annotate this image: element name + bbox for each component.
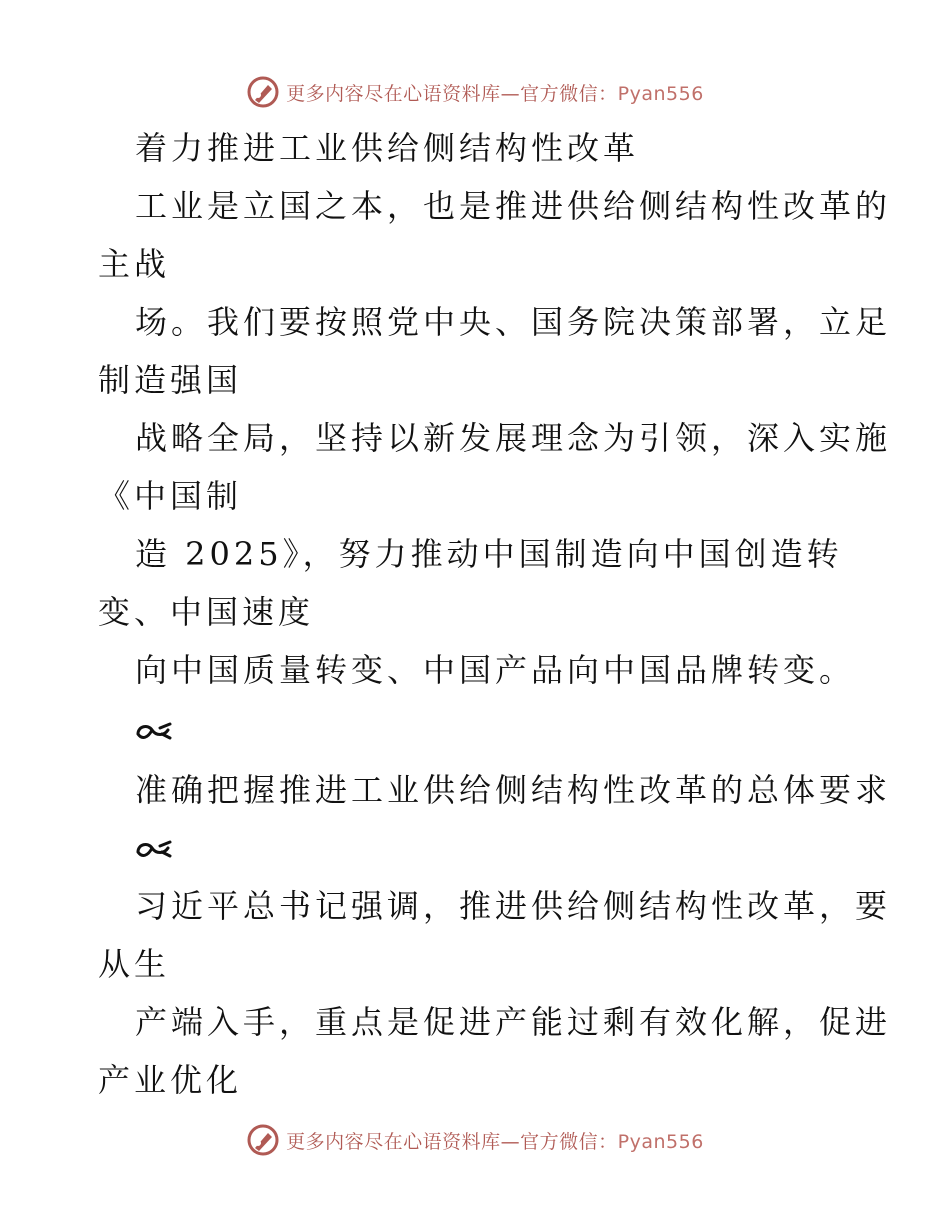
paragraph-line: 造 2025》，努力推动中国制造向中国创造转: [135, 535, 843, 573]
paragraph-line: 工业是立国之本，也是推进供给侧结构性改革的: [135, 187, 892, 225]
watermark-text: 更多内容尽在心语资料库—官方微信：Pyan556: [286, 82, 704, 105]
heading-line: 着力推进工业供给侧结构性改革: [135, 129, 640, 167]
paragraph-line: 制造强国: [98, 361, 243, 399]
paragraph-line: 从生: [98, 945, 171, 983]
paragraph-line: 场。我们要按照党中央、国务院决策部署，立足: [135, 303, 892, 341]
paragraph-line: 战略全局，坚持以新发展理念为引领，深入实施: [135, 419, 892, 457]
paragraph-line: 主战: [98, 245, 171, 283]
footer-watermark: [0, 1120, 950, 1160]
section-heading: 准确把握推进工业供给侧结构性改革的总体要求: [135, 771, 892, 809]
paragraph-line: 《中国制: [98, 477, 243, 515]
header-watermark: [0, 72, 950, 112]
paragraph-line: 产端入手，重点是促进产能过剩有效化解，促进: [135, 1003, 892, 1041]
fleuron-icon: [134, 838, 174, 862]
pen-circle-logo-icon: [246, 1123, 280, 1157]
pen-circle-logo-icon: [246, 75, 280, 109]
paragraph-line: 变、中国速度: [98, 593, 315, 631]
paragraph-line: 向中国质量转变、中国产品向中国品牌转变。: [135, 651, 856, 689]
paragraph-line: 习近平总书记强调，推进供给侧结构性改革，要: [135, 887, 892, 925]
fleuron-icon: [134, 720, 174, 744]
paragraph-line: 产业优化: [98, 1061, 243, 1099]
watermark-text: 更多内容尽在心语资料库—官方微信：Pyan556: [286, 1130, 704, 1153]
